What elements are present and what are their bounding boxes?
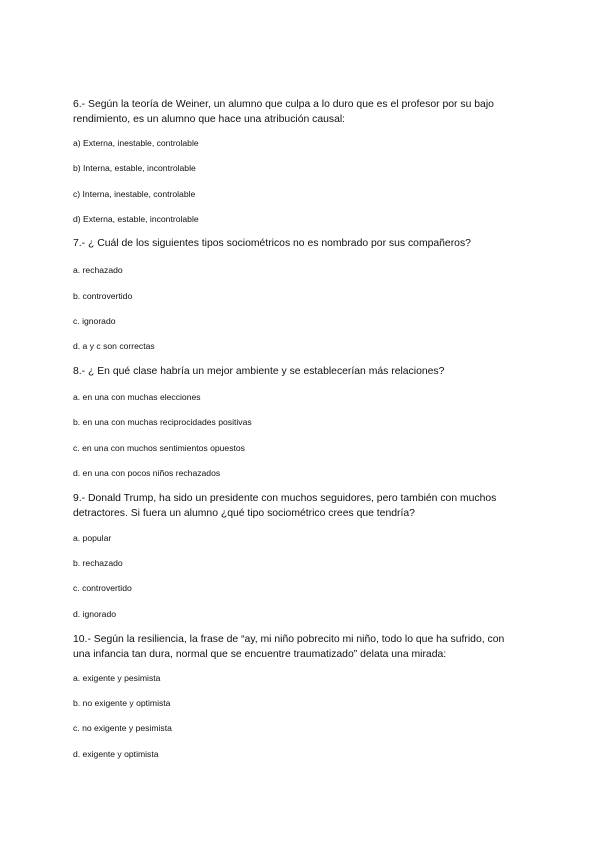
question-8-option-c: c. en una con muchos sentimientos opuestos	[73, 443, 245, 453]
question-9-option-d: d. ignorado	[73, 609, 117, 619]
question-7-option-d: d. a y c son correctas	[73, 341, 155, 351]
question-9-option-c: c. controvertido	[73, 583, 132, 593]
question-10-line-1: 10.- Según la resiliencia, la frase de “ay, mi niño pobrecito mi niño, todo lo que ha sufrido, con	[73, 634, 505, 645]
question-10-option-d: d. exigente y optimista	[73, 749, 159, 759]
question-9-option-a: a. popular	[73, 533, 112, 543]
question-10-line-2: una infancia tan dura, normal que se encuentre traumatizado” delata una mirada:	[73, 649, 447, 660]
question-8-option-d: d. en una con pocos niños rechazados	[73, 468, 221, 478]
question-8	[73, 364, 533, 379]
question-7-option-b: b. controvertido	[73, 291, 133, 301]
question-7-option-a: a. rechazado	[73, 265, 123, 275]
question-9	[73, 491, 533, 521]
question-10	[73, 632, 533, 662]
question-7-option-c: c. ignorado	[73, 316, 116, 326]
question-6-option-d: d) Externa, estable, incontrolable	[73, 214, 199, 224]
question-8-option-a: a. en una con muchas elecciones	[73, 392, 201, 402]
question-6-line-1: 6.- Según la teoría de Weiner, un alumno que culpa a lo duro que es el profesor por su bajo	[73, 99, 494, 110]
question-7-line-1: 7.- ¿ Cuál de los siguientes tipos sociométricos no es nombrado por sus compañeros?	[73, 238, 471, 249]
question-6-option-a: a) Externa, inestable, controlable	[73, 138, 199, 148]
question-10-option-a: a. exigente y pesimista	[73, 673, 161, 683]
question-9-line-1: 9.- Donald Trump, ha sido un presidente con muchos seguidores, pero también con muchos	[73, 493, 497, 504]
question-6	[73, 97, 533, 127]
question-10-option-b: b. no exigente y optimista	[73, 698, 171, 708]
question-6-line-2: rendimiento, es un alumno que hace una atribución causal:	[73, 114, 346, 125]
question-6-option-b: b) Interna, estable, incontrolable	[73, 163, 196, 173]
question-8-option-b: b. en una con muchas reciprocidades positivas	[73, 417, 252, 427]
question-10-option-c: c. no exigente y pesimista	[73, 723, 172, 733]
question-9-option-b: b. rechazado	[73, 558, 123, 568]
question-8-line-1: 8.- ¿ En qué clase habría un mejor ambiente y se establecerían más relaciones?	[73, 366, 445, 377]
question-6-option-c: c) Interna, inestable, controlable	[73, 189, 196, 199]
question-9-line-2: detractores. Si fuera un alumno ¿qué tipo sociométrico crees que tendría?	[73, 508, 415, 519]
question-7	[73, 236, 533, 251]
